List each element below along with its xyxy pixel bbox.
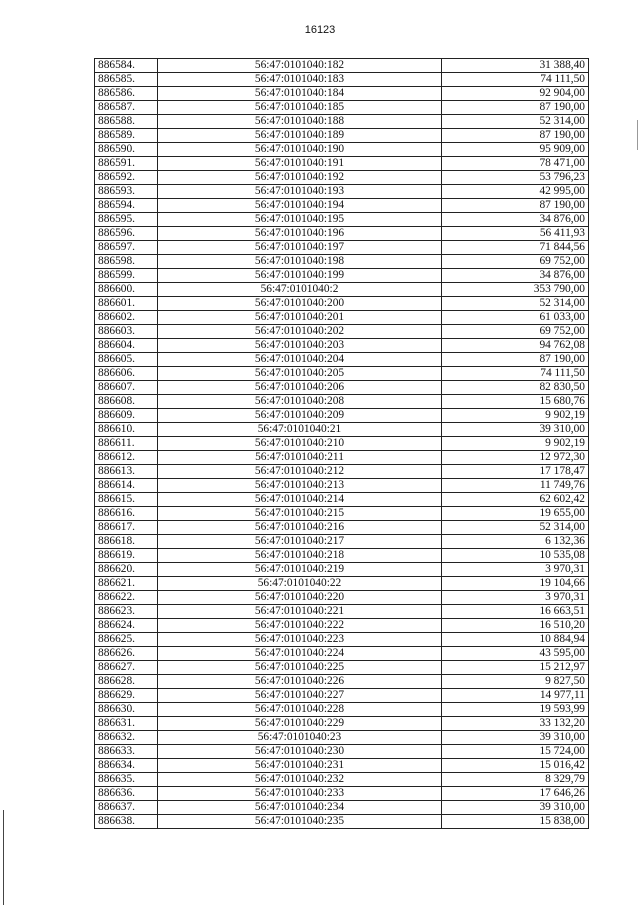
cadastral-number-cell: 56:47:0101040:235 bbox=[158, 815, 442, 829]
cadastral-number-cell: 56:47:0101040:212 bbox=[158, 465, 442, 479]
cadastral-number-cell: 56:47:0101040:182 bbox=[158, 59, 442, 73]
row-number-cell: 886587. bbox=[95, 101, 158, 115]
cadastral-value-cell: 61 033,00 bbox=[442, 311, 589, 325]
table-row bbox=[95, 143, 589, 157]
row-number-cell: 886598. bbox=[95, 255, 158, 269]
table-row bbox=[95, 339, 589, 353]
row-number-cell: 886626. bbox=[95, 647, 158, 661]
table-row bbox=[95, 745, 589, 759]
row-number-cell: 886594. bbox=[95, 199, 158, 213]
table-row bbox=[95, 213, 589, 227]
cadastral-number-cell: 56:47:0101040:226 bbox=[158, 675, 442, 689]
cadastral-value-cell: 17 178,47 bbox=[442, 465, 589, 479]
row-number-cell: 886614. bbox=[95, 479, 158, 493]
cadastral-number-cell: 56:47:0101040:216 bbox=[158, 521, 442, 535]
table-row bbox=[95, 241, 589, 255]
table-row bbox=[95, 311, 589, 325]
cadastral-number-cell: 56:47:0101040:188 bbox=[158, 115, 442, 129]
cadastral-value-cell: 69 752,00 bbox=[442, 325, 589, 339]
cadastral-number-cell: 56:47:0101040:190 bbox=[158, 143, 442, 157]
cadastral-number-cell: 56:47:0101040:233 bbox=[158, 787, 442, 801]
table-row bbox=[95, 59, 589, 73]
row-number-cell: 886608. bbox=[95, 395, 158, 409]
cadastral-number-cell: 56:47:0101040:223 bbox=[158, 633, 442, 647]
row-number-cell: 886592. bbox=[95, 171, 158, 185]
cadastral-number-cell: 56:47:0101040:199 bbox=[158, 269, 442, 283]
row-number-cell: 886629. bbox=[95, 689, 158, 703]
row-number-cell: 886589. bbox=[95, 129, 158, 143]
cadastral-value-cell: 8 329,79 bbox=[442, 773, 589, 787]
cadastral-value-cell: 3 970,31 bbox=[442, 563, 589, 577]
cadastral-value-cell: 69 752,00 bbox=[442, 255, 589, 269]
cadastral-value-cell: 42 995,00 bbox=[442, 185, 589, 199]
cadastral-value-cell: 56 411,93 bbox=[442, 227, 589, 241]
row-number-cell: 886619. bbox=[95, 549, 158, 563]
cadastral-number-cell: 56:47:0101040:194 bbox=[158, 199, 442, 213]
table-row bbox=[95, 493, 589, 507]
cadastral-value-table bbox=[94, 58, 589, 829]
cadastral-number-cell: 56:47:0101040:210 bbox=[158, 437, 442, 451]
row-number-cell: 886609. bbox=[95, 409, 158, 423]
cadastral-value-cell: 39 310,00 bbox=[442, 801, 589, 815]
margin-rule bbox=[3, 810, 4, 905]
table-row bbox=[95, 199, 589, 213]
cadastral-value-cell: 9 902,19 bbox=[442, 437, 589, 451]
cadastral-number-cell: 56:47:0101040:196 bbox=[158, 227, 442, 241]
cadastral-number-cell: 56:47:0101040:224 bbox=[158, 647, 442, 661]
cadastral-value-cell: 15 016,42 bbox=[442, 759, 589, 773]
cadastral-number-cell: 56:47:0101040:22 bbox=[158, 577, 442, 591]
cadastral-number-cell: 56:47:0101040:23 bbox=[158, 731, 442, 745]
cadastral-value-cell: 15 838,00 bbox=[442, 815, 589, 829]
cadastral-number-cell: 56:47:0101040:185 bbox=[158, 101, 442, 115]
cadastral-number-cell: 56:47:0101040:198 bbox=[158, 255, 442, 269]
page-number: 16123 bbox=[304, 24, 336, 36]
cadastral-value-cell: 6 132,36 bbox=[442, 535, 589, 549]
table-row bbox=[95, 437, 589, 451]
cadastral-value-cell: 78 471,00 bbox=[442, 157, 589, 171]
cadastral-number-cell: 56:47:0101040:202 bbox=[158, 325, 442, 339]
cadastral-number-cell: 56:47:0101040:213 bbox=[158, 479, 442, 493]
cadastral-value-cell: 17 646,26 bbox=[442, 787, 589, 801]
cadastral-number-cell: 56:47:0101040:2 bbox=[158, 283, 442, 297]
table-row bbox=[95, 325, 589, 339]
table-row bbox=[95, 269, 589, 283]
cadastral-number-cell: 56:47:0101040:225 bbox=[158, 661, 442, 675]
cadastral-number-cell: 56:47:0101040:183 bbox=[158, 73, 442, 87]
table-row bbox=[95, 255, 589, 269]
cadastral-value-cell: 16 510,20 bbox=[442, 619, 589, 633]
cadastral-number-cell: 56:47:0101040:220 bbox=[158, 591, 442, 605]
row-number-cell: 886618. bbox=[95, 535, 158, 549]
table-row bbox=[95, 367, 589, 381]
row-number-cell: 886623. bbox=[95, 605, 158, 619]
cadastral-value-cell: 11 749,76 bbox=[442, 479, 589, 493]
row-number-cell: 886593. bbox=[95, 185, 158, 199]
row-number-cell: 886627. bbox=[95, 661, 158, 675]
table-row bbox=[95, 353, 589, 367]
row-number-cell: 886637. bbox=[95, 801, 158, 815]
cadastral-number-cell: 56:47:0101040:208 bbox=[158, 395, 442, 409]
table-row bbox=[95, 661, 589, 675]
row-number-cell: 886603. bbox=[95, 325, 158, 339]
cadastral-value-cell: 15 680,76 bbox=[442, 395, 589, 409]
row-number-cell: 886600. bbox=[95, 283, 158, 297]
row-number-cell: 886586. bbox=[95, 87, 158, 101]
cadastral-number-cell: 56:47:0101040:221 bbox=[158, 605, 442, 619]
cadastral-number-cell: 56:47:0101040:232 bbox=[158, 773, 442, 787]
row-number-cell: 886638. bbox=[95, 815, 158, 829]
row-number-cell: 886622. bbox=[95, 591, 158, 605]
row-number-cell: 886585. bbox=[95, 73, 158, 87]
cadastral-value-cell: 34 876,00 bbox=[442, 269, 589, 283]
row-number-cell: 886604. bbox=[95, 339, 158, 353]
cadastral-number-cell: 56:47:0101040:192 bbox=[158, 171, 442, 185]
table-row bbox=[95, 773, 589, 787]
cadastral-number-cell: 56:47:0101040:209 bbox=[158, 409, 442, 423]
cadastral-value-cell: 31 388,40 bbox=[442, 59, 589, 73]
row-number-cell: 886630. bbox=[95, 703, 158, 717]
row-number-cell: 886606. bbox=[95, 367, 158, 381]
table-row bbox=[95, 157, 589, 171]
table-row bbox=[95, 731, 589, 745]
row-number-cell: 886631. bbox=[95, 717, 158, 731]
row-number-cell: 886628. bbox=[95, 675, 158, 689]
row-number-cell: 886588. bbox=[95, 115, 158, 129]
table-row bbox=[95, 451, 589, 465]
cadastral-number-cell: 56:47:0101040:214 bbox=[158, 493, 442, 507]
cadastral-value-cell: 19 104,66 bbox=[442, 577, 589, 591]
cadastral-value-cell: 39 310,00 bbox=[442, 423, 589, 437]
table-row bbox=[95, 633, 589, 647]
table-row bbox=[95, 521, 589, 535]
row-number-cell: 886617. bbox=[95, 521, 158, 535]
cadastral-value-cell: 87 190,00 bbox=[442, 353, 589, 367]
cadastral-value-cell: 33 132,20 bbox=[442, 717, 589, 731]
row-number-cell: 886634. bbox=[95, 759, 158, 773]
row-number-cell: 886584. bbox=[95, 59, 158, 73]
row-number-cell: 886591. bbox=[95, 157, 158, 171]
cadastral-value-cell: 71 844,56 bbox=[442, 241, 589, 255]
table-row bbox=[95, 563, 589, 577]
table-row bbox=[95, 171, 589, 185]
table-row bbox=[95, 689, 589, 703]
cadastral-number-cell: 56:47:0101040:204 bbox=[158, 353, 442, 367]
cadastral-number-cell: 56:47:0101040:230 bbox=[158, 745, 442, 759]
table-row bbox=[95, 549, 589, 563]
row-number-cell: 886601. bbox=[95, 297, 158, 311]
row-number-cell: 886597. bbox=[95, 241, 158, 255]
table-row bbox=[95, 507, 589, 521]
cadastral-value-cell: 92 904,00 bbox=[442, 87, 589, 101]
table-row bbox=[95, 591, 589, 605]
cadastral-number-cell: 56:47:0101040:189 bbox=[158, 129, 442, 143]
table-row bbox=[95, 423, 589, 437]
row-number-cell: 886625. bbox=[95, 633, 158, 647]
cadastral-number-cell: 56:47:0101040:201 bbox=[158, 311, 442, 325]
cadastral-value-cell: 74 111,50 bbox=[442, 73, 589, 87]
table-row bbox=[95, 703, 589, 717]
cadastral-value-cell: 87 190,00 bbox=[442, 129, 589, 143]
table-row bbox=[95, 465, 589, 479]
table-row bbox=[95, 395, 589, 409]
cadastral-value-cell: 19 593,99 bbox=[442, 703, 589, 717]
table-row bbox=[95, 283, 589, 297]
cadastral-number-cell: 56:47:0101040:200 bbox=[158, 297, 442, 311]
cadastral-value-cell: 19 655,00 bbox=[442, 507, 589, 521]
cadastral-number-cell: 56:47:0101040:197 bbox=[158, 241, 442, 255]
cadastral-value-cell: 353 790,00 bbox=[442, 283, 589, 297]
cadastral-value-cell: 43 595,00 bbox=[442, 647, 589, 661]
row-number-cell: 886599. bbox=[95, 269, 158, 283]
table-row bbox=[95, 87, 589, 101]
table-row bbox=[95, 115, 589, 129]
row-number-cell: 886613. bbox=[95, 465, 158, 479]
cadastral-number-cell: 56:47:0101040:203 bbox=[158, 339, 442, 353]
row-number-cell: 886632. bbox=[95, 731, 158, 745]
row-number-cell: 886636. bbox=[95, 787, 158, 801]
row-number-cell: 886596. bbox=[95, 227, 158, 241]
cadastral-number-cell: 56:47:0101040:231 bbox=[158, 759, 442, 773]
table-row bbox=[95, 129, 589, 143]
table-row bbox=[95, 605, 589, 619]
table-row bbox=[95, 577, 589, 591]
margin-mark bbox=[637, 120, 638, 150]
cadastral-value-cell: 15 212,97 bbox=[442, 661, 589, 675]
cadastral-value-cell: 52 314,00 bbox=[442, 521, 589, 535]
table-row bbox=[95, 297, 589, 311]
table-row bbox=[95, 815, 589, 829]
table-row bbox=[95, 619, 589, 633]
row-number-cell: 886610. bbox=[95, 423, 158, 437]
cadastral-number-cell: 56:47:0101040:21 bbox=[158, 423, 442, 437]
cadastral-number-cell: 56:47:0101040:193 bbox=[158, 185, 442, 199]
table-row bbox=[95, 759, 589, 773]
table-row bbox=[95, 801, 589, 815]
table-body bbox=[95, 59, 589, 829]
cadastral-number-cell: 56:47:0101040:205 bbox=[158, 367, 442, 381]
table-row bbox=[95, 647, 589, 661]
cadastral-number-cell: 56:47:0101040:184 bbox=[158, 87, 442, 101]
cadastral-number-cell: 56:47:0101040:222 bbox=[158, 619, 442, 633]
cadastral-value-cell: 39 310,00 bbox=[442, 731, 589, 745]
cadastral-value-cell: 14 977,11 bbox=[442, 689, 589, 703]
row-number-cell: 886612. bbox=[95, 451, 158, 465]
row-number-cell: 886624. bbox=[95, 619, 158, 633]
table-row bbox=[95, 381, 589, 395]
cadastral-number-cell: 56:47:0101040:215 bbox=[158, 507, 442, 521]
cadastral-number-cell: 56:47:0101040:206 bbox=[158, 381, 442, 395]
cadastral-number-cell: 56:47:0101040:227 bbox=[158, 689, 442, 703]
cadastral-value-cell: 10 884,94 bbox=[442, 633, 589, 647]
table-row bbox=[95, 535, 589, 549]
table-row bbox=[95, 479, 589, 493]
row-number-cell: 886616. bbox=[95, 507, 158, 521]
table-row bbox=[95, 101, 589, 115]
table-row bbox=[95, 717, 589, 731]
cadastral-value-cell: 16 663,51 bbox=[442, 605, 589, 619]
cadastral-value-cell: 94 762,08 bbox=[442, 339, 589, 353]
table-row bbox=[95, 185, 589, 199]
table-row bbox=[95, 409, 589, 423]
cadastral-value-cell: 95 909,00 bbox=[442, 143, 589, 157]
cadastral-value-cell: 52 314,00 bbox=[442, 297, 589, 311]
cadastral-value-cell: 87 190,00 bbox=[442, 101, 589, 115]
cadastral-value-cell: 34 876,00 bbox=[442, 213, 589, 227]
cadastral-value-cell: 9 827,50 bbox=[442, 675, 589, 689]
cadastral-value-cell: 10 535,08 bbox=[442, 549, 589, 563]
row-number-cell: 886620. bbox=[95, 563, 158, 577]
cadastral-value-cell: 9 902,19 bbox=[442, 409, 589, 423]
cadastral-number-cell: 56:47:0101040:217 bbox=[158, 535, 442, 549]
row-number-cell: 886633. bbox=[95, 745, 158, 759]
cadastral-number-cell: 56:47:0101040:195 bbox=[158, 213, 442, 227]
row-number-cell: 886611. bbox=[95, 437, 158, 451]
row-number-cell: 886621. bbox=[95, 577, 158, 591]
row-number-cell: 886602. bbox=[95, 311, 158, 325]
cadastral-value-cell: 74 111,50 bbox=[442, 367, 589, 381]
cadastral-value-cell: 87 190,00 bbox=[442, 199, 589, 213]
cadastral-number-cell: 56:47:0101040:218 bbox=[158, 549, 442, 563]
cadastral-value-cell: 3 970,31 bbox=[442, 591, 589, 605]
cadastral-value-cell: 62 602,42 bbox=[442, 493, 589, 507]
row-number-cell: 886595. bbox=[95, 213, 158, 227]
cadastral-number-cell: 56:47:0101040:228 bbox=[158, 703, 442, 717]
cadastral-number-cell: 56:47:0101040:219 bbox=[158, 563, 442, 577]
cadastral-number-cell: 56:47:0101040:191 bbox=[158, 157, 442, 171]
table-row bbox=[95, 787, 589, 801]
cadastral-value-cell: 15 724,00 bbox=[442, 745, 589, 759]
cadastral-number-cell: 56:47:0101040:229 bbox=[158, 717, 442, 731]
row-number-cell: 886635. bbox=[95, 773, 158, 787]
cadastral-value-cell: 53 796,23 bbox=[442, 171, 589, 185]
cadastral-number-cell: 56:47:0101040:234 bbox=[158, 801, 442, 815]
table-row bbox=[95, 227, 589, 241]
cadastral-value-cell: 52 314,00 bbox=[442, 115, 589, 129]
cadastral-number-cell: 56:47:0101040:211 bbox=[158, 451, 442, 465]
cadastral-value-cell: 12 972,30 bbox=[442, 451, 589, 465]
row-number-cell: 886615. bbox=[95, 493, 158, 507]
row-number-cell: 886590. bbox=[95, 143, 158, 157]
table-row bbox=[95, 73, 589, 87]
row-number-cell: 886607. bbox=[95, 381, 158, 395]
table-row bbox=[95, 675, 589, 689]
row-number-cell: 886605. bbox=[95, 353, 158, 367]
cadastral-value-cell: 82 830,50 bbox=[442, 381, 589, 395]
